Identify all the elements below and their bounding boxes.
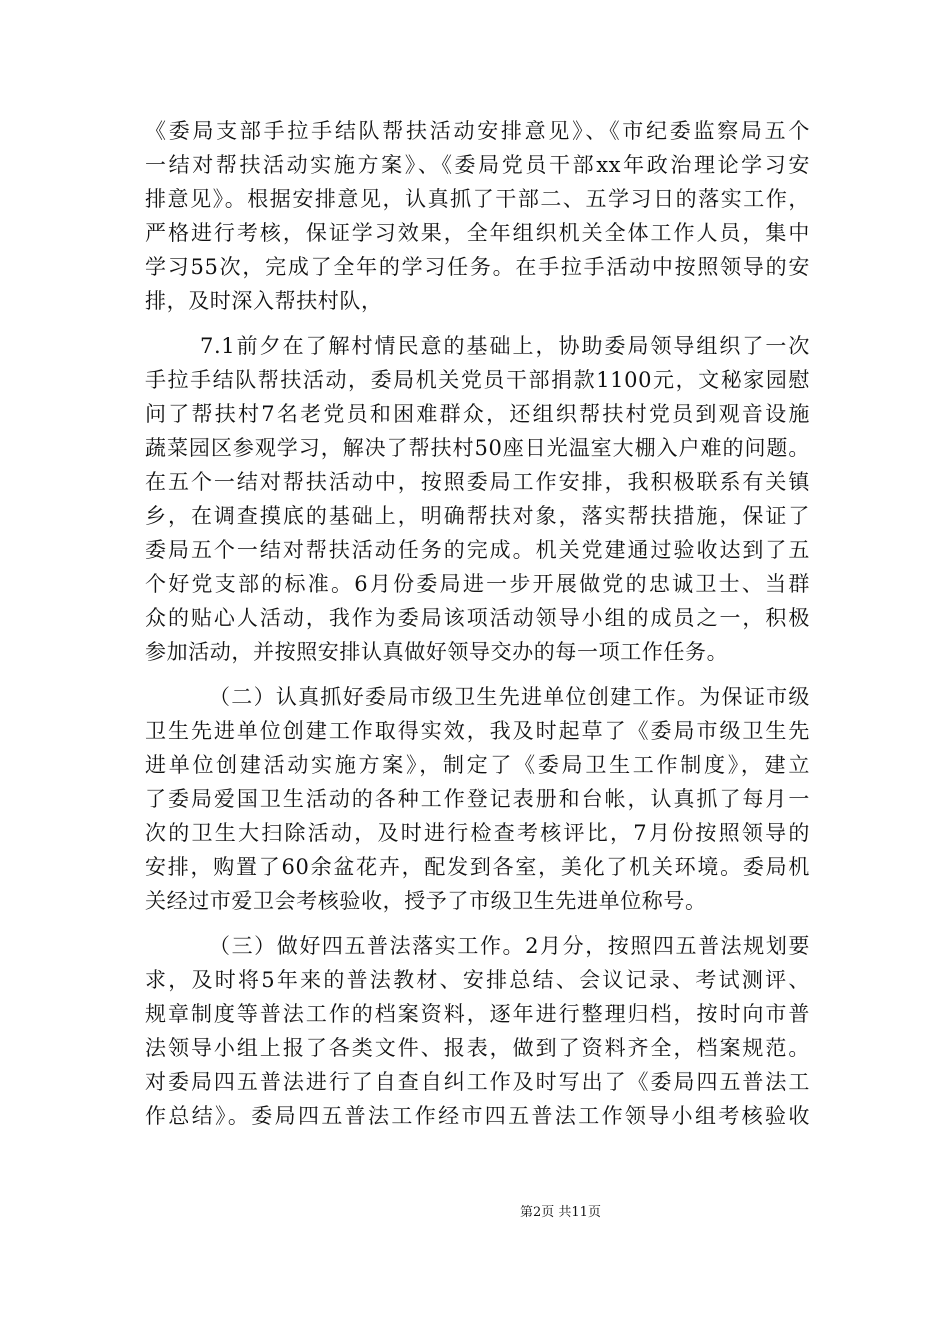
text-line: 委局五个一结对帮扶活动任务的完成。机关党建通过验收达到了五 (145, 538, 810, 562)
paragraph (145, 329, 810, 669)
text-line: 次的卫生大扫除活动，及时进行检查考核评比，7月份按照领导的 (145, 821, 810, 845)
text-line: 7.1前夕在了解村情民意的基础上，协助委局领导组织了一次 (200, 334, 810, 358)
text-line: 严格进行考核，保证学习效果，全年组织机关全体工作人员，集中 (145, 221, 810, 245)
text-line: 对委局四五普法进行了自查自纠工作及时写出了《委局四五普法工 (145, 1070, 810, 1094)
text-line: 个好党支部的标准。6月份委局进一步开展做党的忠诚卫士、当群 (145, 572, 810, 596)
text-line: 进单位创建活动实施方案》，制定了《委局卫生工作制度》，建立 (145, 753, 810, 777)
text-line: 蔬菜园区参观学习，解决了帮扶村50座日光温室大棚入户难的问题。 (145, 436, 810, 460)
text-line: 问了帮扶村7名老党员和困难群众，还组织帮扶村党员到观音设施 (145, 402, 810, 426)
text-line: 乡，在调查摸底的基础上，明确帮扶对象，落实帮扶措施，保证了 (145, 504, 810, 528)
paragraph (145, 929, 810, 1133)
text-line: （三）做好四五普法落实工作。2月分，按照四五普法规划要 (209, 934, 810, 958)
text-line: 安排，购置了60余盆花卉，配发到各室，美化了机关环境。委局机 (145, 855, 810, 879)
text-line: 排，及时深入帮扶村队， (145, 289, 383, 313)
text-line: 参加活动，并按照安排认真做好领导交办的每一项工作任务。 (145, 640, 729, 664)
text-line: 一结对帮扶活动实施方案》、《委局党员干部xx年政治理论学习安 (145, 153, 810, 177)
paragraph (145, 114, 810, 318)
text-line: 学习55次，完成了全年的学习任务。在手拉手活动中按照领导的安 (145, 255, 810, 279)
text-line: 法领导小组上报了各类文件、报表，做到了资料齐全，档案规范。 (145, 1036, 810, 1060)
page-number: 第2页 共11页 (520, 1205, 601, 1220)
text-line: 作总结》。委局四五普法工作经市四五普法工作领导小组考核验收 (145, 1104, 810, 1128)
text-line: 排意见》。根据安排意见，认真抓了干部二、五学习日的落实工作， (145, 187, 810, 211)
text-line: 关经过市爱卫会考核验收，授予了市级卫生先进单位称号。 (145, 889, 707, 913)
text-line: 求，及时将5年来的普法教材、安排总结、会议记录、考试测评、 (145, 968, 810, 992)
text-line: 众的贴心人活动，我作为委局该项活动领导小组的成员之一，积极 (145, 606, 810, 630)
text-line: 了委局爱国卫生活动的各种工作登记表册和台帐，认真抓了每月一 (145, 787, 810, 811)
text-line: 卫生先进单位创建工作取得实效，我及时起草了《委局市级卫生先 (145, 719, 810, 743)
text-line: 手拉手结队帮扶活动，委局机关党员干部捐款1100元，文秘家园慰 (145, 368, 810, 392)
text-line: （二）认真抓好委局市级卫生先进单位创建工作。为保证市级 (209, 685, 810, 709)
document-body (145, 114, 810, 1133)
text-line: 《委局支部手拉手结队帮扶活动安排意见》、《市纪委监察局五个 (145, 119, 810, 143)
text-line: 在五个一结对帮扶活动中，按照委局工作安排，我积极联系有关镇 (145, 470, 810, 494)
paragraph (145, 680, 810, 918)
text-line: 规章制度等普法工作的档案资料，逐年进行整理归档，按时向市普 (145, 1002, 810, 1026)
